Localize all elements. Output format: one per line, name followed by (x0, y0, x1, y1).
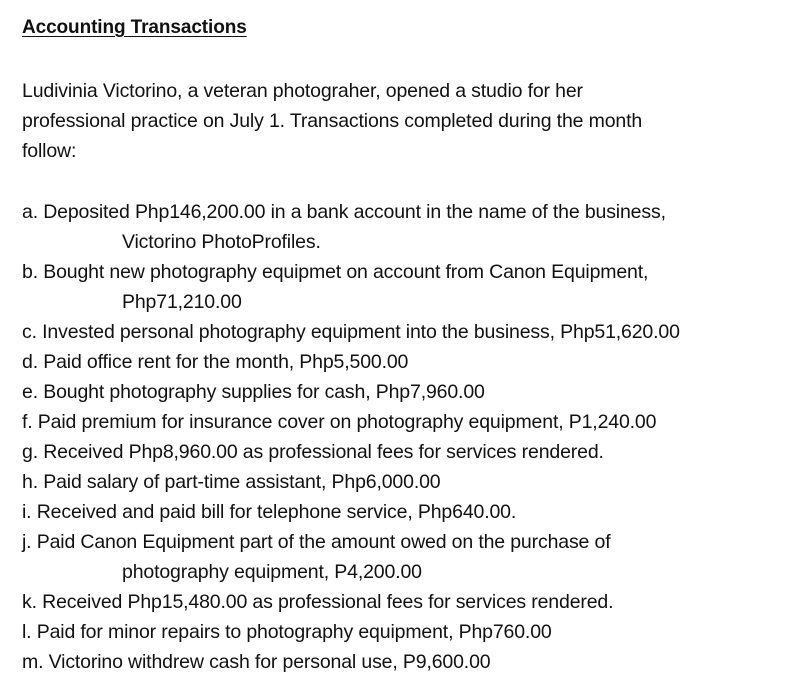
intro-paragraph (22, 76, 742, 166)
transaction-text: l. Paid for minor repairs to photography equipment, Php760.00 (22, 621, 552, 643)
transaction-text: k. Received Php15,480.00 as professional fees for services rendered. (22, 591, 614, 613)
transaction-item-a (22, 197, 782, 257)
transaction-text: e. Bought photography supplies for cash, Php7,960.00 (22, 381, 485, 403)
transaction-item-m (22, 647, 782, 677)
transaction-item-b (22, 257, 782, 317)
transaction-item-i (22, 497, 782, 527)
transaction-item-l (22, 617, 782, 647)
transaction-text: c. Invested personal photography equipment into the business, Php51,620.00 (22, 321, 680, 343)
transaction-text: j. Paid Canon Equipment part of the amount owed on the purchase of (22, 531, 611, 553)
transaction-text: a. Deposited Php146,200.00 in a bank account in the name of the business, (22, 201, 666, 223)
transaction-text: h. Paid salary of part-time assistant, Php6,000.00 (22, 471, 441, 493)
transaction-text-continued: photography equipment, P4,200.00 (122, 561, 422, 583)
transaction-text: b. Bought new photography equipmet on account from Canon Equipment, (22, 261, 649, 283)
intro-line: Ludivinia Victorino, a veteran photograher, opened a studio for her (22, 80, 583, 102)
transaction-text: g. Received Php8,960.00 as professional fees for services rendered. (22, 441, 604, 463)
intro-line: follow: (22, 140, 77, 162)
transaction-item-f (22, 407, 782, 437)
transaction-list (22, 197, 782, 677)
transaction-text: i. Received and paid bill for telephone service, Php640.00. (22, 501, 517, 523)
transaction-item-g (22, 437, 782, 467)
intro-line: professional practice on July 1. Transactions completed during the month (22, 110, 643, 132)
transaction-item-e (22, 377, 782, 407)
transaction-item-j (22, 527, 782, 587)
transaction-item-k (22, 587, 782, 617)
transaction-text-continued: Php71,210.00 (122, 291, 242, 313)
transaction-item-c (22, 317, 782, 347)
transaction-text: d. Paid office rent for the month, Php5,500.00 (22, 351, 409, 373)
page-title: Accounting Transactions (22, 17, 247, 38)
transaction-text-continued: Victorino PhotoProfiles. (122, 231, 321, 253)
transaction-text: f. Paid premium for insurance cover on photography equipment, P1,240.00 (22, 411, 657, 433)
transaction-text: m. Victorino withdrew cash for personal use, P9,600.00 (22, 651, 491, 673)
transaction-item-h (22, 467, 782, 497)
transaction-item-d (22, 347, 782, 377)
